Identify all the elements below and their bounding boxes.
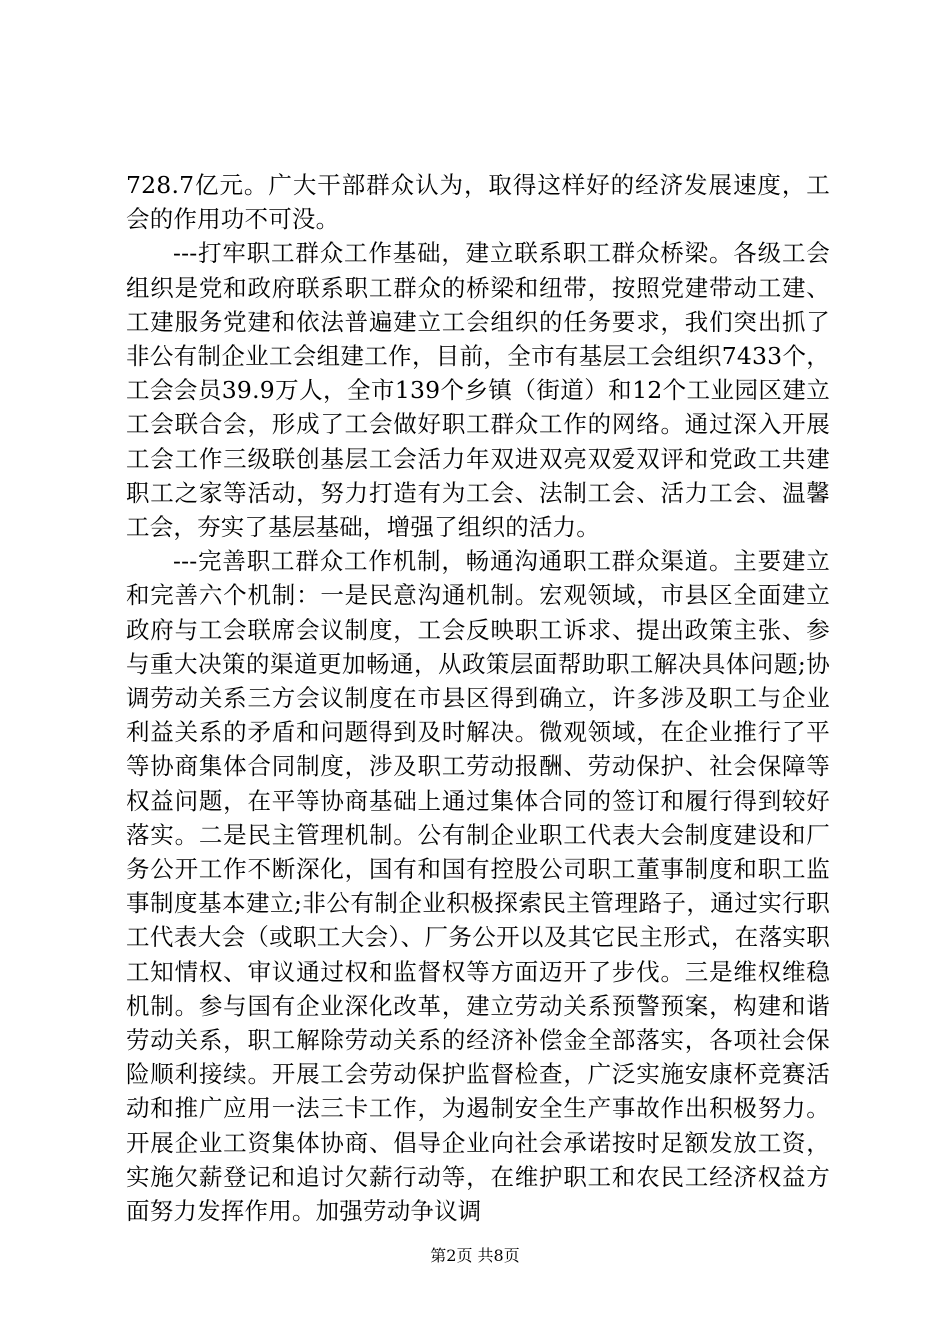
page-footer: 第2页 共8页 — [430, 1246, 520, 1265]
document-body — [126, 168, 830, 1228]
paragraph-work-mechanism: ---完善职工群众工作机制，畅通沟通职工群众渠道。主要建立和完善六个机制：一是民意沟通机制。宏观领域，市县区全面建立政府与工会联席会议制度，工会反映职工诉求、提出政策主张、参与重大决策的渠道更加畅通，从政策层面帮助职工解决具体问题;协调劳动关系三方会议制度在市县区得到确立，许多涉及职工与企业利益关系的矛盾和问题得到及时解决。微观领域，在企业推行了平等协商集体合同制度，涉及职工劳动报酬、劳动保护、社会保障等权益问题，在平等协商基础上通过集体合同的签订和履行得到较好落实。二是民主管理机制。公有制企业职工代表大会制度建设和厂务公开工作不断深化，国有和国有控股公司职工董事制度和职工监事制度基本建立;非公有制企业积极探索民主管理路子，通过实行职工代表大会（或职工大会）、厂务公开以及其它民主形式，在落实职工知情权、审议通过权和监督权等方面迈开了步伐。三是维权维稳机制。参与国有企业深化改革，建立劳动关系预警预案，构建和谐劳动关系，职工解除劳动关系的经济补偿金全部落实，各项社会保险顺利接续。开展工会劳动保护监督检查，广泛实施安康杯竞赛活动和推广应用一法三卡工作，为遏制安全生产事故作出积极努力。开展企业工资集体协商、倡导企业向社会承诺按时足额发放工资，实施欠薪登记和追讨欠薪行动等，在维护职工和农民工经济权益方面努力发挥作用。加强劳动争议调 — [126, 547, 830, 1226]
paragraph-continued: 728.7亿元。广大干部群众认为，取得这样好的经济发展速度，工会的作用功不可没。 — [126, 171, 830, 234]
paragraph-grassroots-foundation: ---打牢职工群众工作基础，建立联系职工群众桥梁。各级工会组织是党和政府联系职工群众的桥梁和纽带，按照党建带动工建、工建服务党建和依法普遍建立工会组织的任务要求，我们突出抓了非公有制企业工会组建工作，目前，全市有基层工会组织7433个，工会会员39.9万人，全市139个乡镇（街道）和12个工业园区建立工会联合会，形成了工会做好职工群众工作的网络。通过深入开展工会工作三级联创基层工会活力年双进双亮双爱双评和党政工共建职工之家等活动，努力打造有为工会、法制工会、活力工会、温馨工会，夯实了基层基础，增强了组织的活力。 — [126, 239, 830, 542]
